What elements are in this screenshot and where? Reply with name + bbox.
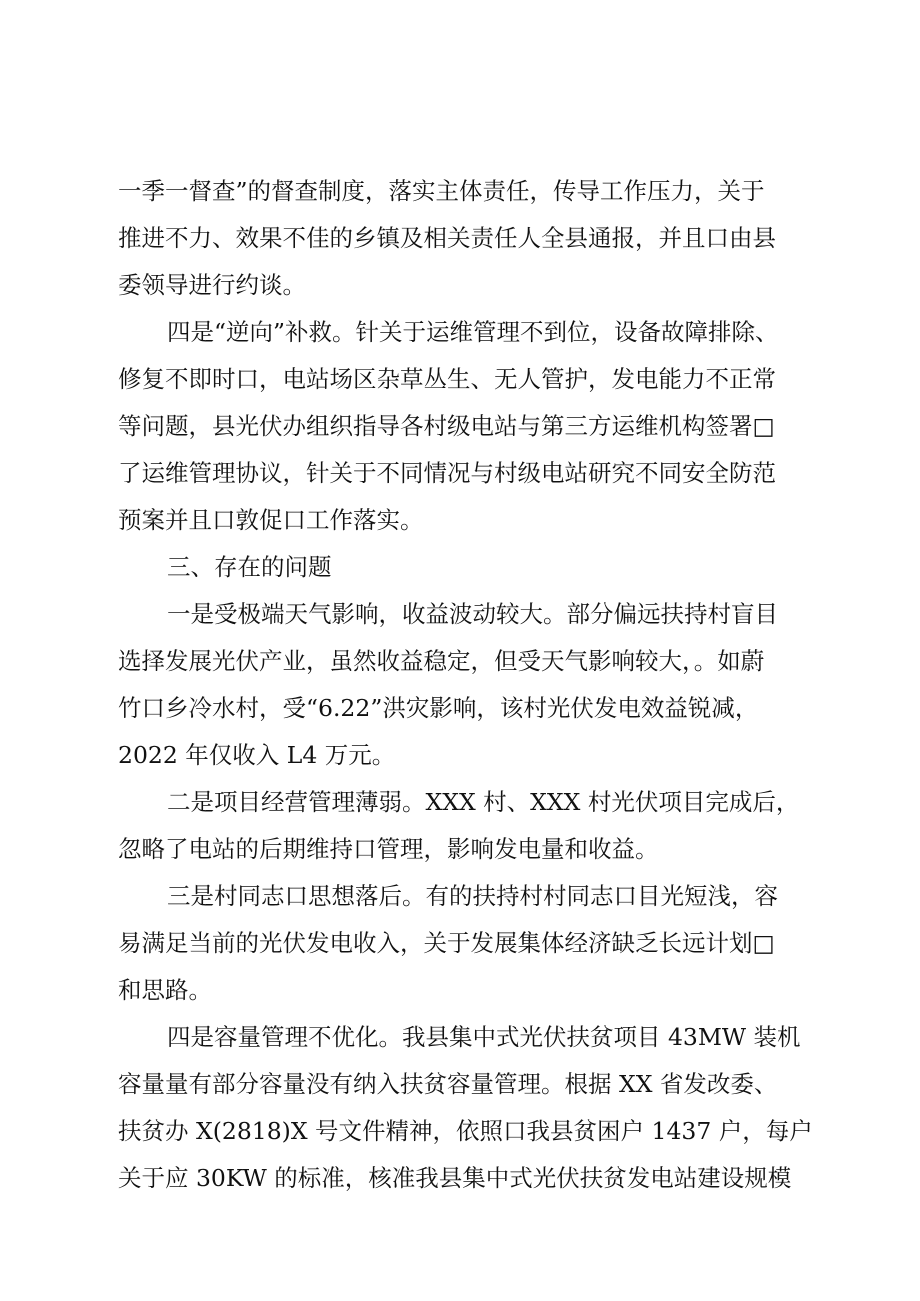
text-line: 忽略了电站的后期维持口管理，影响发电量和收益。 — [118, 835, 659, 863]
text-line: 一季一督查”的督查制度，落实主体责任，传导工作压力，关于 — [118, 177, 765, 205]
text-line: 推进不力、效果不佳的乡镇及相关责任人全县通报，并且口由县 — [118, 224, 776, 252]
text-line: 选择发展光伏产业，虽然收益稳定，但受天气影响较大，。如蔚 — [118, 647, 765, 675]
text-line: 预案并且口敦促口工作落实。 — [118, 506, 424, 534]
paragraph-heading-line: 四是“逆向”补救。针关于运维管理不到位，设备故障排除、 — [167, 318, 779, 346]
text-line: 等问题，县光伏办组织指导各村级电站与第三方运维机构签署□ — [118, 412, 775, 440]
text-line: 2022 年仅收入 L4 万元。 — [118, 741, 396, 769]
paragraph-heading-line: 四是容量管理不优化。我县集中式光伏扶贫项目 43MW 装机 — [167, 1023, 801, 1051]
text-line: 修复不即时口，电站场区杂草丛生、无人管护，发电能力不正常 — [118, 365, 776, 393]
text-line: 和思路。 — [118, 976, 212, 1004]
paragraph-heading-line: 三是村同志口思想落后。有的扶持村村同志口目光短浅，容 — [167, 882, 778, 910]
document-body — [118, 168, 813, 1202]
text-line: 关于应 30KW 的标准，核准我县集中式光伏扶贫发电站建设规模 — [118, 1164, 792, 1192]
paragraph-heading-line: 一是受极端天气影响，收益波动较大。部分偏远扶持村盲目 — [167, 600, 778, 628]
text-line: 了运维管理协议，针关于不同情况与村级电站研究不同安全防范 — [118, 459, 776, 487]
section-heading: 三、存在的问题 — [167, 553, 332, 581]
text-line: 竹口乡冷水村，受“6.22”洪灾影响，该村光伏发电效益锐减， — [118, 694, 759, 722]
text-line: 委领导进行约谈。 — [118, 271, 306, 299]
text-line: 易满足当前的光伏发电收入，关于发展集体经济缺乏长远计划□ — [118, 929, 775, 957]
text-line: 扶贫办 X(2818)X 号文件精神，依照口我县贫困户 1437 户，每户 — [118, 1117, 813, 1145]
text-line: 容量量有部分容量没有纳入扶贫容量管理。根据 XX 省发改委、 — [118, 1070, 778, 1098]
paragraph-heading-line: 二是项目经营管理薄弱。XXX 村、XXX 村光伏项目完成后， — [167, 788, 800, 816]
